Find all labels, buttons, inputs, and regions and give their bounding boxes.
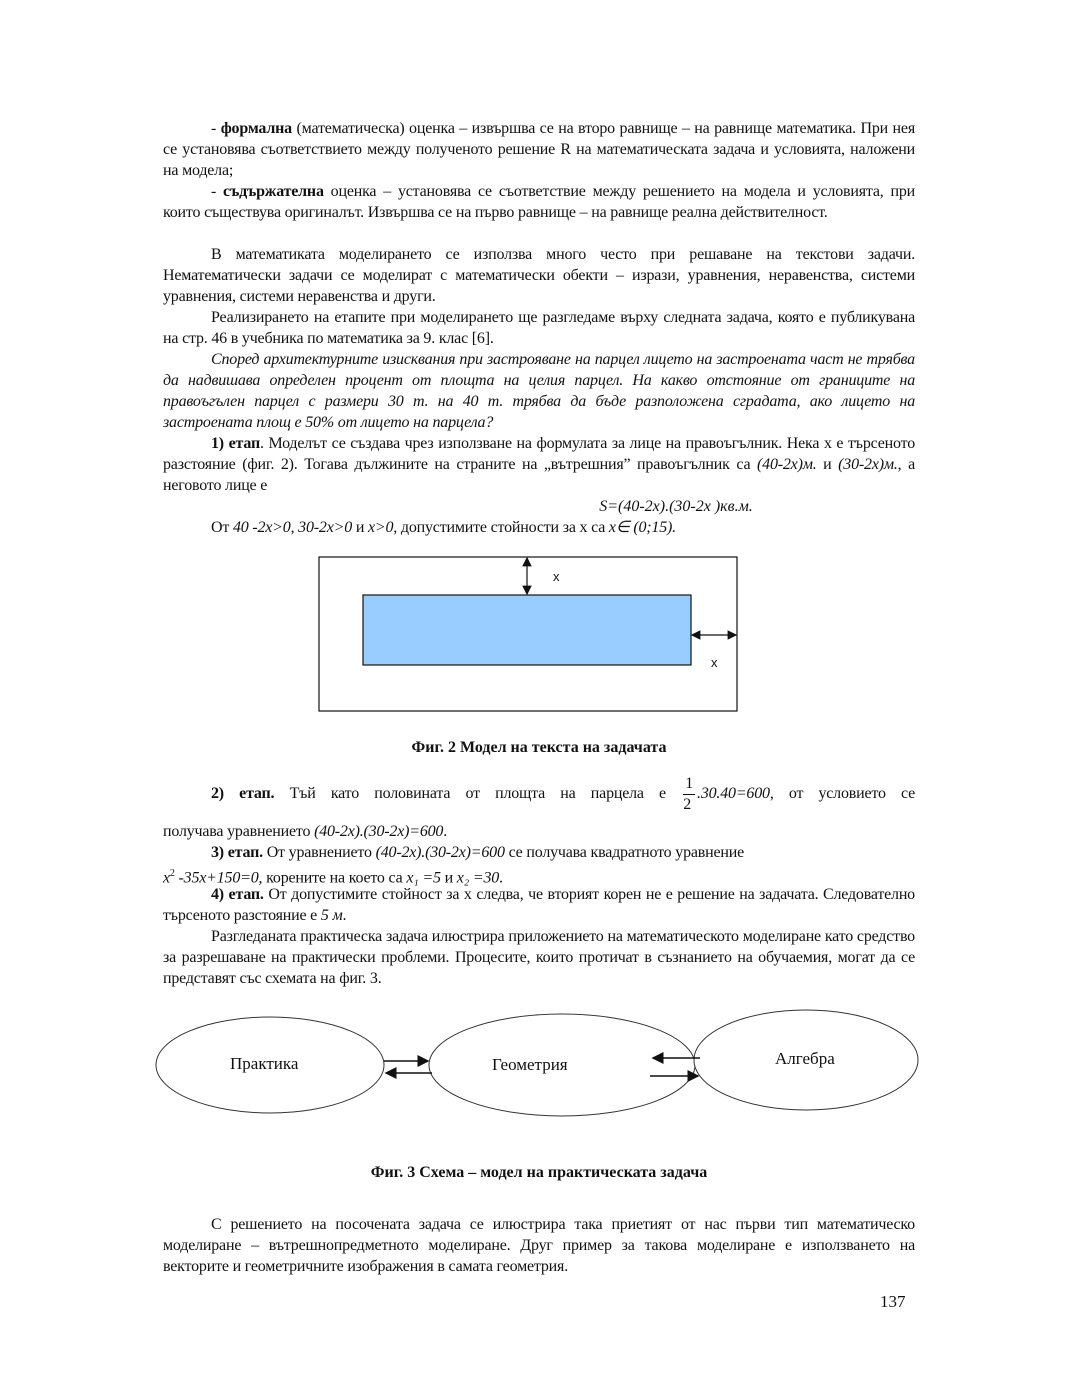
node-label-practice: Практика	[230, 1054, 299, 1073]
paragraph-modeling-intro: В математиката моделирането се използва много често при решаване на текстови задачи. Нематематически задачи се моделират с математически обекти – изрази, уравнения, неравенства, системи уравнения, системи неравенства и други.	[163, 246, 915, 305]
figure-2-diagram	[319, 557, 737, 711]
paragraph-conclusion: С решението на посочената задача се илюстрира така приетият от нас първи тип математическо моделиране – вътрешнопредметното моделиране. Друг пример за такова моделиране е използването на векторите и геометричните изображения в самата геометрия.	[163, 1216, 915, 1275]
page-number: 137	[880, 1292, 906, 1311]
paragraph-domain: От 40 -2x>0, 30-2x>0 и x>0, допустимите стойности за x са x∈ (0;15).	[211, 519, 676, 536]
fig3-caption: Фиг. 3 Схема – модел на практическата задача	[370, 1164, 708, 1181]
fig2-label-top: x	[553, 569, 560, 584]
fraction-one-half: $\frac{1}{2}$	[683, 774, 694, 813]
paragraph-stage-4: 4) етап. От допустимите стойност за x следва, че вторият корен не е решение на задачата. Следователно търсеното разстояние е 5 м.	[163, 886, 915, 924]
paragraph-summary: Разгледаната практическа задача илюстрира приложението на математическото моделиране като средство за разрешаване на практически проблеми. Процесите, които протичат в съзнанието на обучаемия, могат да се представят със схемата на фиг. 3.	[163, 928, 915, 987]
paragraph-content-evaluation: - съдържателна оценка – установява се съответствие между решението на модела и условията, при които съществува оригиналът. Извършва се на първо равнище – на равнище реална действителност.	[163, 183, 915, 221]
fig2-label-right: x	[711, 655, 718, 670]
fig2-caption: Фиг. 2 Модел на текста на задачата	[411, 739, 667, 756]
paragraph-formal-evaluation: - формална (математическа) оценка – извършва се на второ равнище – на равнище математика. При нея се установява съответствието между полученото решение R на математическата задача и условията, наложени на модела;	[163, 120, 915, 179]
building-inner-rect	[363, 595, 691, 665]
area-formula: S=(40-2x).(30-2x )кв.м.	[599, 498, 753, 515]
paragraph-task-intro: Реализирането на етапите при моделирането ще разгледаме върху следната задача, която е публикувана на стр. 46 в учебника по математика за 9. клас [6].	[163, 309, 915, 347]
node-label-algebra: Алгебра	[775, 1049, 835, 1068]
paragraph-problem: Според архитектурните изисквания при застрояване на парцел лицето на застроената част не трябва да надвишава определен процент от площта на целия парцел. На какво отстояние от границите на правоъгълен парцел с размери 30 т. на 40 т. трябва да бъде разположена сградата, ако лицето на застроената площ е 50% от лицето на парцела?	[163, 351, 915, 431]
paragraph-stage-3: 3) етап. От уравнението (40-2x).(30-2x)=600 се получава квадратното уравнение $x^2$ -35x+150=0, корените на което са x₁ =5 и x₂ =30.	[163, 844, 745, 887]
paragraph-stage-1: 1) етап. Моделът се създава чрез използване на формулата за лице на правоъгълник. Нека x е търсеното разстояние (фиг. 2). Тогава дължините на страните на „вътрешния” правоъгълник са (40-2x)м. и (30-2x)м., а неговото лице е	[163, 435, 916, 494]
paragraph-stage-2: 2) етап. Тъй като половината от площта на парцела е $\frac{1}{2}$ .30.40=600, от условието се	[211, 774, 916, 813]
node-label-geometry: Геометрия	[492, 1055, 568, 1074]
paragraph-stage-2-cont: получава уравнението (40-2x).(30-2x)=600.	[163, 823, 448, 840]
